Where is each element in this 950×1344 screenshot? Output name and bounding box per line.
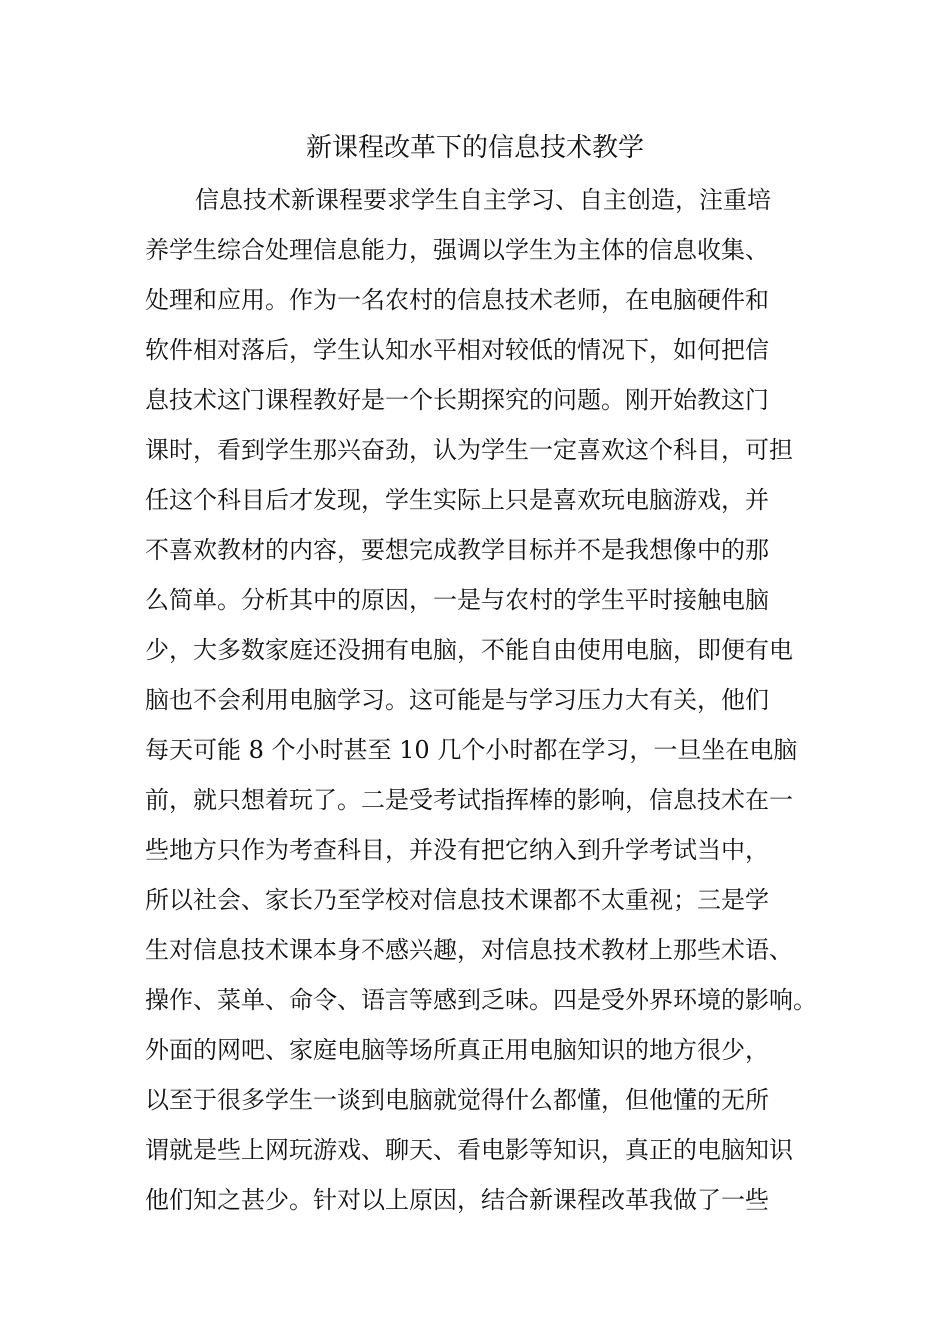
paragraph-line: 处理和应用。作为一名农村的信息技术老师，在电脑硬件和	[145, 286, 769, 314]
paragraph-line: 信息技术新课程要求学生自主学习、自主创造，注重培	[195, 186, 771, 214]
paragraph-line: 不喜欢教材的内容，要想完成教学目标并不是我想像中的那	[145, 536, 769, 564]
paragraph-line: 任这个科目后才发现，学生实际上只是喜欢玩电脑游戏，并	[145, 486, 769, 514]
document-title: 新课程改革下的信息技术教学	[305, 133, 644, 163]
paragraph-line: 生对信息技术课本身不感兴趣，对信息技术教材上那些术语、	[145, 936, 793, 964]
paragraph-line: 外面的网吧、家庭电脑等场所真正用电脑知识的地方很少，	[145, 1036, 769, 1064]
paragraph-line: 课时，看到学生那兴奋劲，认为学生一定喜欢这个科目，可担	[145, 436, 793, 464]
paragraph-line: 谓就是些上网玩游戏、聊天、看电影等知识，真正的电脑知识	[145, 1136, 793, 1164]
paragraph-line: 息技术这门课程教好是一个长期探究的问题。刚开始教这门	[145, 386, 769, 414]
paragraph-line: 软件相对落后，学生认知水平相对较低的情况下，如何把信	[145, 336, 769, 364]
paragraph-line: 些地方只作为考查科目，并没有把它纳入到升学考试当中，	[145, 836, 769, 864]
paragraph-line: 前，就只想着玩了。二是受考试指挥棒的影响，信息技术在一	[145, 786, 793, 814]
paragraph-line: 养学生综合处理信息能力，强调以学生为主体的信息收集、	[145, 236, 769, 264]
paragraph-line: 么简单。分析其中的原因，一是与农村的学生平时接触电脑	[145, 586, 769, 614]
paragraph-line: 少，大多数家庭还没拥有电脑，不能自由使用电脑，即便有电	[145, 636, 793, 664]
paragraph-line: 每天可能 8 个小时甚至 10 几个小时都在学习，一旦坐在电脑	[145, 736, 798, 764]
paragraph-line: 他们知之甚少。针对以上原因，结合新课程改革我做了一些	[145, 1186, 769, 1214]
paragraph-line: 脑也不会利用电脑学习。这可能是与学习压力大有关，他们	[145, 686, 769, 714]
paragraph-line: 所以社会、家长乃至学校对信息技术课都不太重视；三是学	[145, 886, 769, 914]
paragraph-line: 以至于很多学生一谈到电脑就觉得什么都懂，但他懂的无所	[145, 1086, 769, 1114]
paragraph-line: 操作、菜单、命令、语言等感到乏味。四是受外界环境的影响。	[145, 986, 817, 1014]
